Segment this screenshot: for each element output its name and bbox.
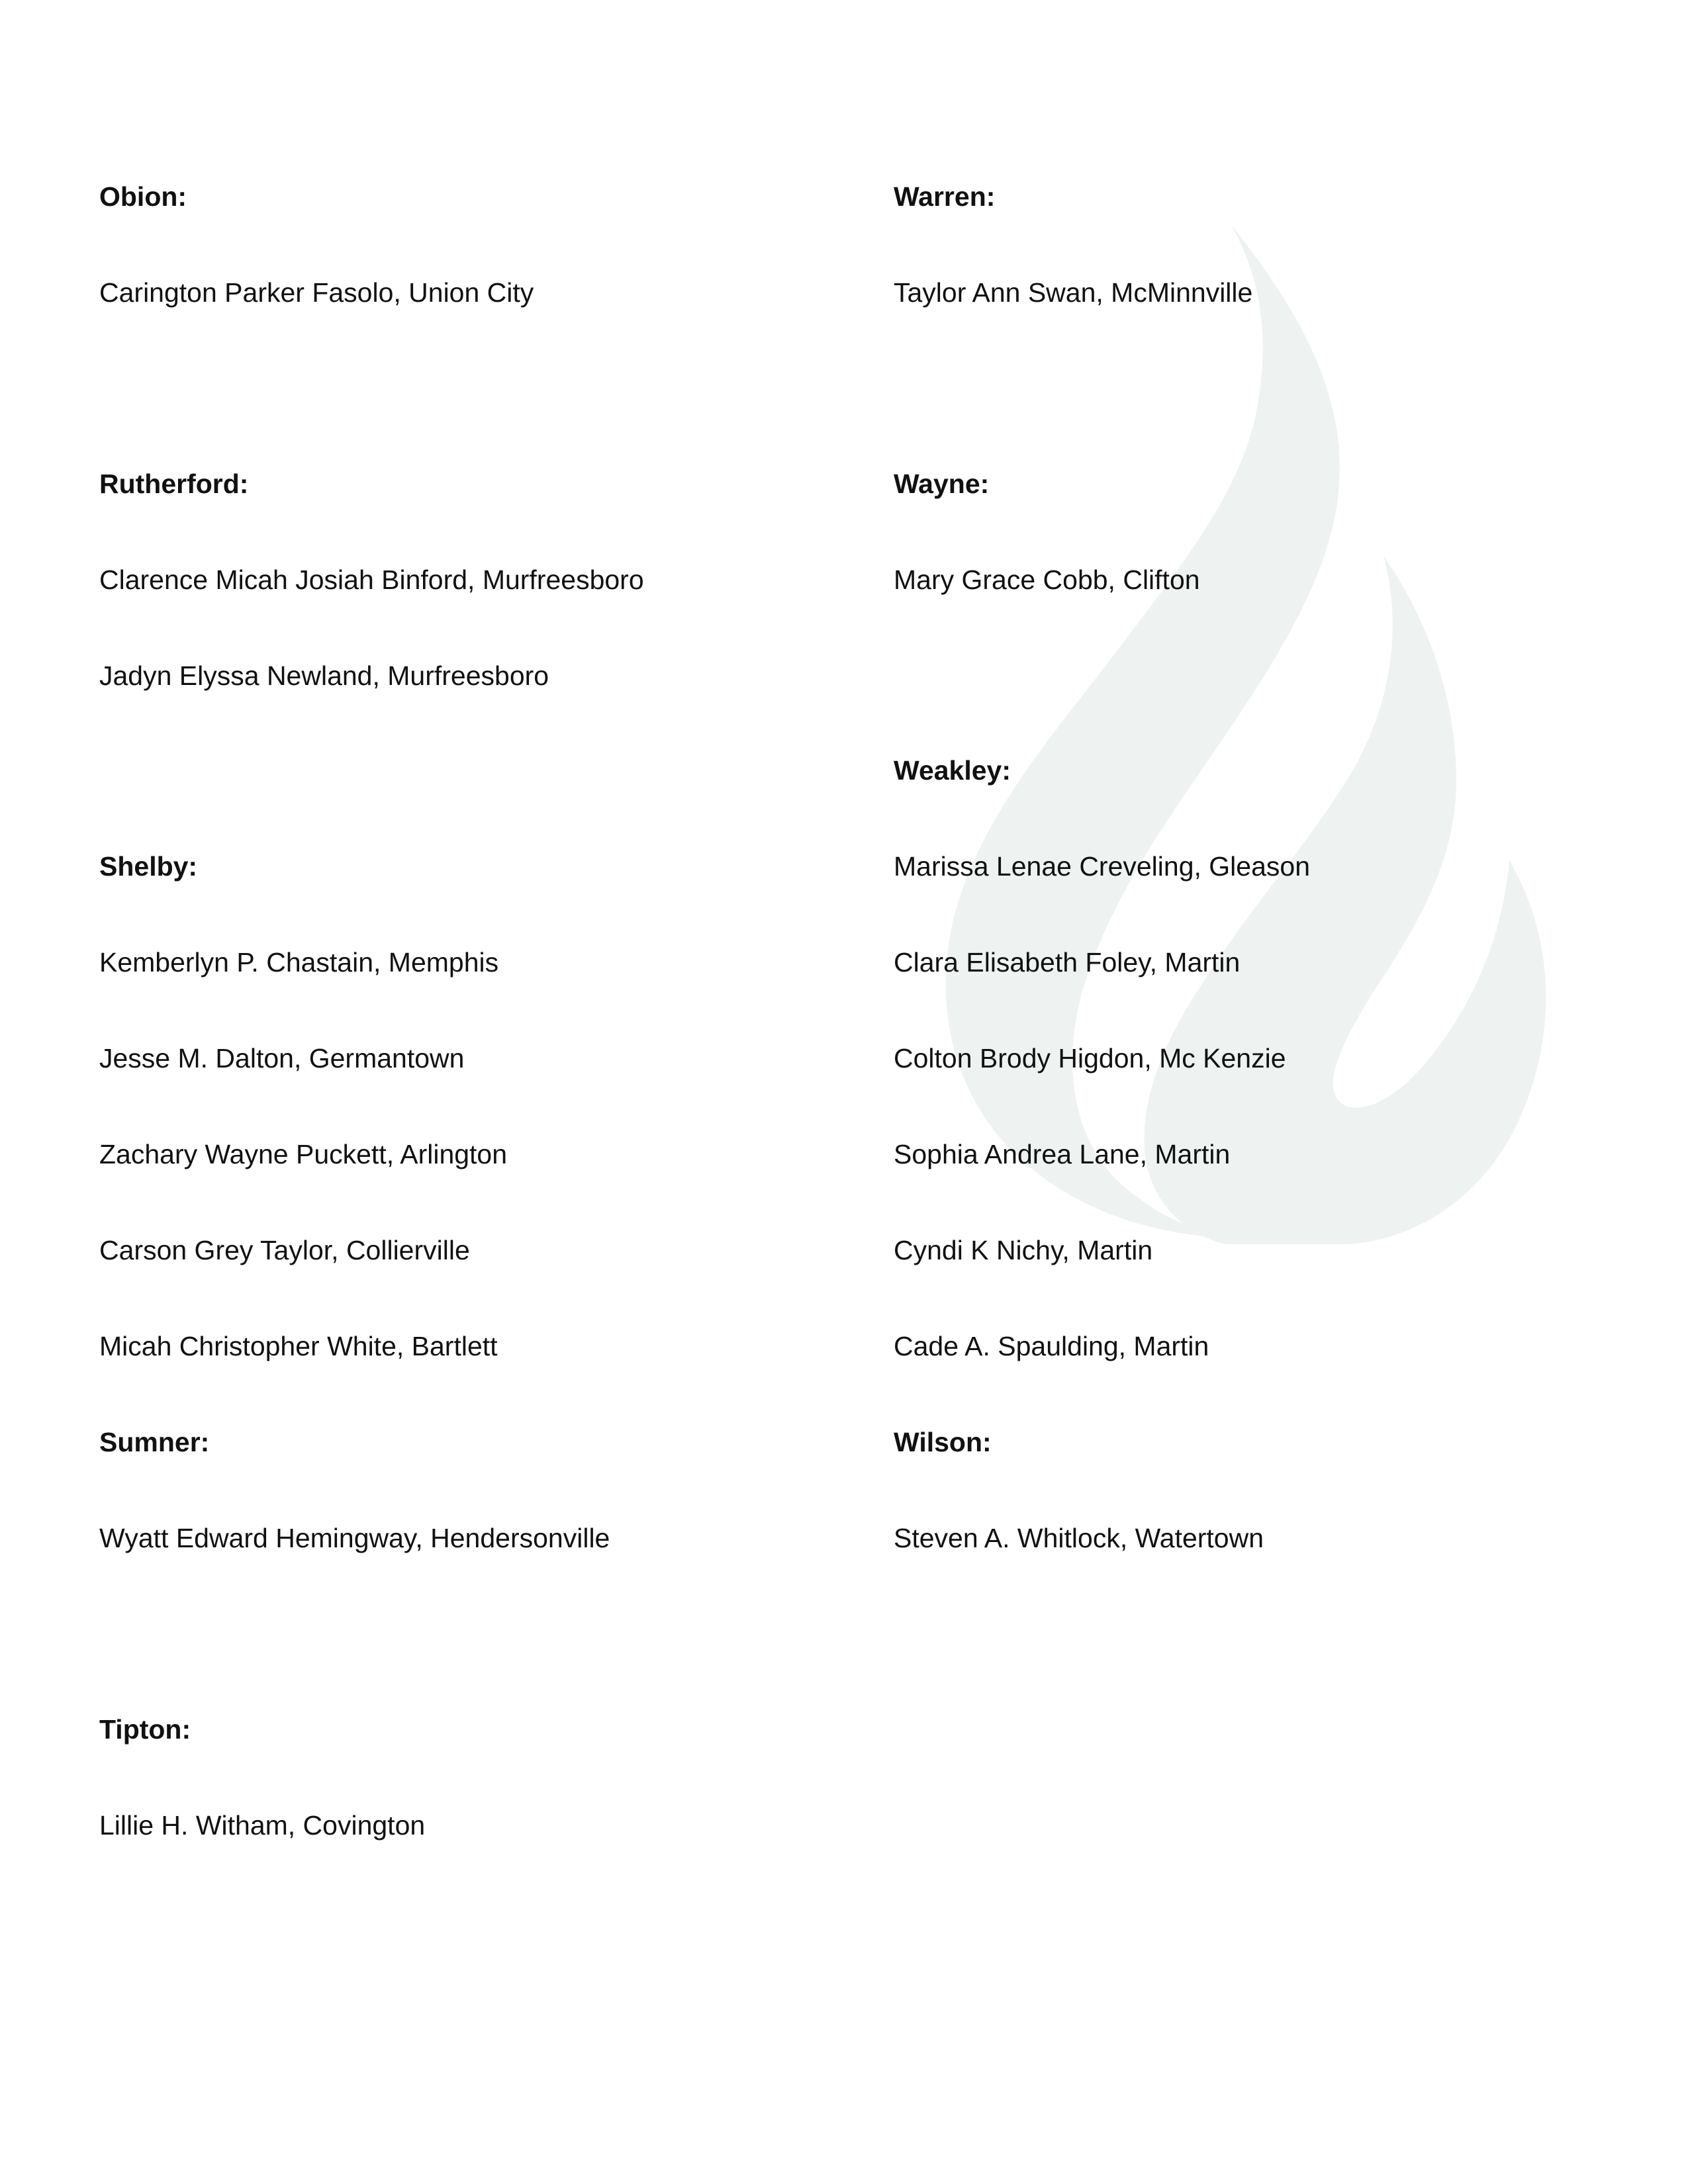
list-item: Steven A. Whitlock, Watertown [894,1523,1264,1553]
list-item: Cyndi K Nichy, Martin [894,1235,1153,1265]
list-item: Colton Brody Higdon, Mc Kenzie [894,1043,1286,1073]
list-item: Zachary Wayne Puckett, Arlington [99,1139,508,1169]
list-item: Clarence Micah Josiah Binford, Murfreesboro [99,565,644,595]
county-heading-weakley: Weakley: [894,755,1011,786]
list-item: Lillie H. Witham, Covington [99,1810,426,1841]
county-heading-sumner: Sumner: [99,1427,210,1457]
list-item: Wyatt Edward Hemingway, Hendersonville [99,1523,610,1553]
list-item: Sophia Andrea Lane, Martin [894,1139,1231,1169]
county-heading-warren: Warren: [894,181,996,212]
flame-watermark-icon [940,225,1549,1244]
list-item: Marissa Lenae Creveling, Gleason [894,851,1310,882]
county-heading-rutherford: Rutherford: [99,469,249,499]
list-item: Jesse M. Dalton, Germantown [99,1043,465,1073]
list-item: Taylor Ann Swan, McMinnville [894,277,1253,308]
list-item: Carson Grey Taylor, Collierville [99,1235,470,1265]
county-heading-tipton: Tipton: [99,1714,191,1745]
county-heading-wayne: Wayne: [894,469,990,499]
county-heading-shelby: Shelby: [99,851,198,882]
county-heading-obion: Obion: [99,181,187,212]
list-item: Carington Parker Fasolo, Union City [99,277,534,308]
county-heading-wilson: Wilson: [894,1427,992,1457]
list-item: Jadyn Elyssa Newland, Murfreesboro [99,660,549,691]
list-item: Mary Grace Cobb, Clifton [894,565,1200,595]
list-item: Kemberlyn P. Chastain, Memphis [99,947,499,978]
list-item: Clara Elisabeth Foley, Martin [894,947,1241,978]
list-item: Cade A. Spaulding, Martin [894,1331,1209,1361]
list-item: Micah Christopher White, Bartlett [99,1331,498,1361]
